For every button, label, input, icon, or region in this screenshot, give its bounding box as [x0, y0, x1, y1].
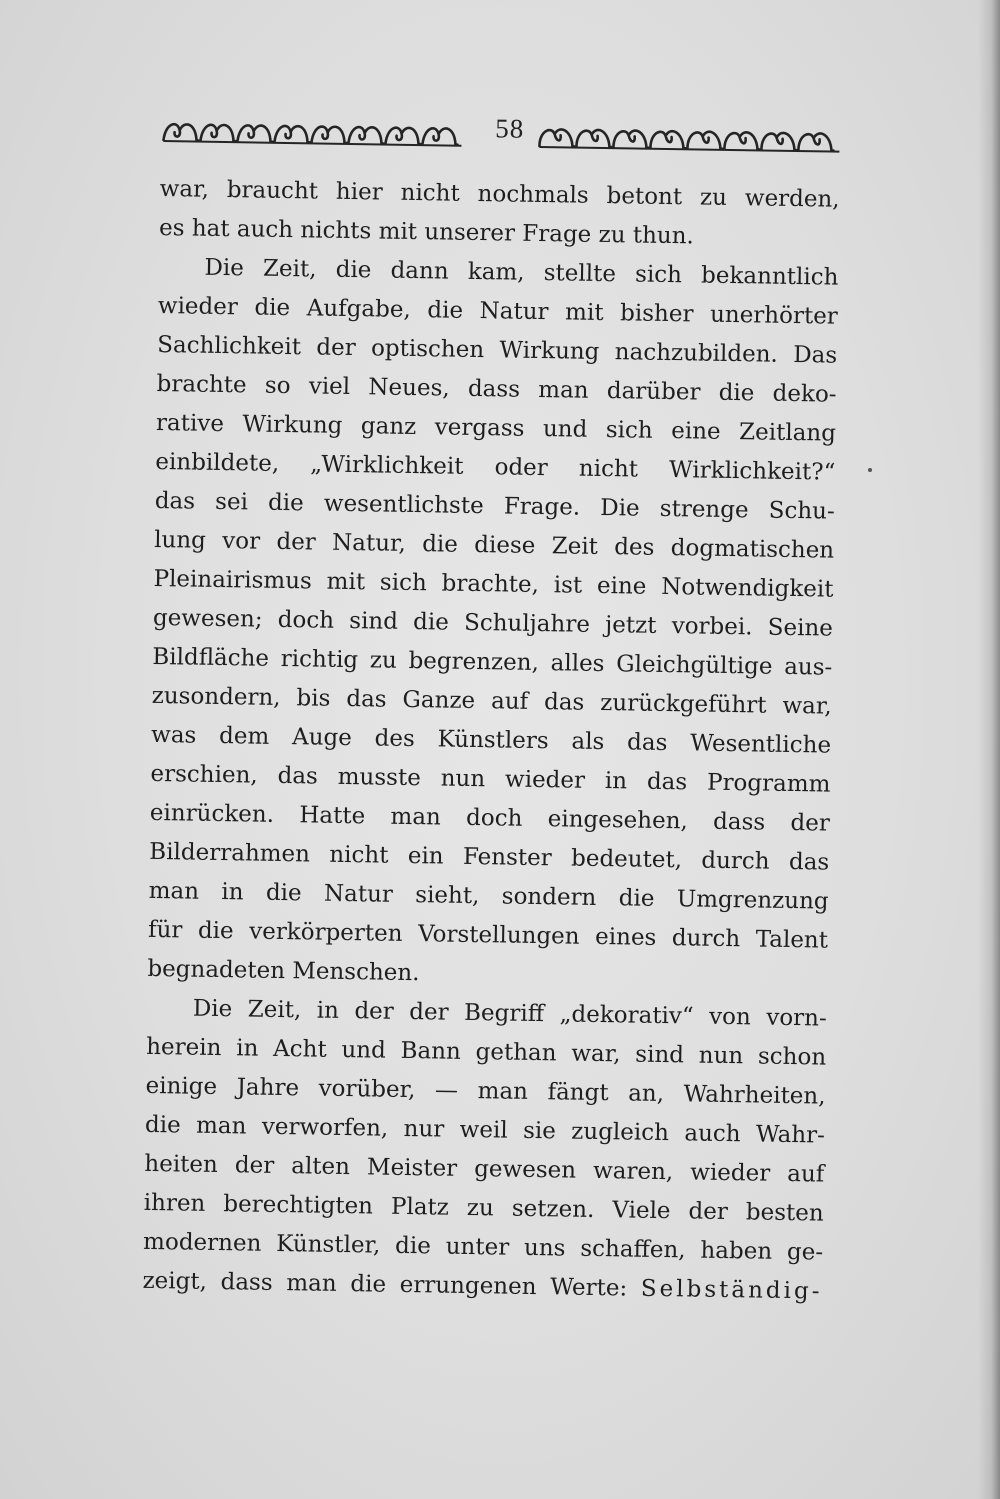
text-line: zusondern, bis das Ganze auf das zurückgeführt war, [151, 682, 832, 720]
text-line: einrücken. Hatte man doch eingesehen, dass der [149, 799, 831, 837]
text-line: gewesen; doch sind die Schuljahre jetzt vorbei. Seine [152, 604, 834, 642]
page-number: 58 [494, 113, 525, 144]
text-line: Bildfläche richtig zu begrenzen, alles Gleichgültige aus- [152, 643, 833, 681]
text-line: für die verkörperten Vorstellungen eines durch Talent [147, 916, 829, 954]
text-line: brachte so viel Neues, dass man darüber die deko- [156, 370, 837, 408]
ornament-wave-segment [200, 125, 235, 142]
text-line: ihren berechtigten Platz zu setzen. Viele der besten [143, 1189, 824, 1227]
print-speck [868, 468, 872, 472]
ornament-wave-segment [348, 127, 383, 144]
ornament-wave-segment [311, 126, 346, 143]
text-line: Bilderrahmen nicht ein Fenster bedeutet, durch das [149, 838, 830, 876]
ornament-wave-segment [798, 133, 833, 150]
text-line: herein in Acht und Bann gethan war, sind nun schon [146, 1033, 827, 1071]
page-edge-shadow [978, 0, 1000, 1499]
spaced-word: Selbständig- [640, 1275, 823, 1305]
ornament-wave-segment [237, 125, 272, 142]
ornament-wave-segment [422, 128, 457, 145]
ornament-wave-segment [724, 132, 759, 149]
text-line: modernen Künstler, die unter uns schaffen, haben ge- [142, 1228, 824, 1266]
paragraph-first-line: Die Zeit, in der der Begriff „dekorativ“ von vorn- [192, 995, 827, 1032]
text-line: wieder die Aufgabe, die Natur mit bisher unerhörter [157, 292, 838, 330]
ornament-wave-segment [761, 133, 796, 150]
body-text [142, 170, 840, 1312]
ornament-wave-segment [274, 126, 309, 143]
text-line: die man verworfen, nur weil sie zugleich auch Wahr- [144, 1111, 826, 1149]
ornament-wave-segment [385, 128, 420, 145]
text-line: heiten der alten Meister gewesen waren, wieder auf [144, 1150, 825, 1188]
running-header [159, 108, 848, 159]
ornament-wave-segment [650, 131, 685, 148]
text-line: einbildete, „Wirklichkeit oder nicht Wirklichkeit?“ [155, 448, 836, 486]
text-line: es hat auch nichts mit unserer Frage zu thun. [158, 214, 695, 250]
ornament-left-icon [161, 116, 463, 151]
text-line: erschien, das musste nun wieder in das Programm [150, 760, 831, 798]
ornament-wave-segment [687, 131, 722, 148]
text-line: einige Jahre vorüber, — man fängt an, Wahrheiten, [145, 1072, 826, 1110]
text-line: war, braucht hier nicht nochmals betont zu werden, [159, 175, 840, 213]
text-line: Sachlichkeit der optischen Wirkung nachzubilden. Das [157, 331, 838, 369]
text-line: lung vor der Natur, die diese Zeit des dogmatischen [153, 526, 835, 564]
text-line: das sei die wesentlichste Frage. Die strenge Schu- [154, 487, 835, 525]
ornament-right-icon [537, 122, 841, 157]
ornament-wave-segment [163, 124, 198, 141]
text-line: rative Wirkung ganz vergass und sich eine Zeitlang [155, 409, 837, 447]
paragraph-first-line: Die Zeit, die dann kam, stellte sich bekanntlich [204, 254, 839, 291]
text-line: Pleinairismus mit sich brachte, ist eine Notwendigkeit [153, 565, 834, 603]
text-line-start: zeigt, dass man die errungenen Werte: [142, 1267, 642, 1302]
ornament-wave-segment [576, 130, 611, 147]
ornament-wave-segment [613, 130, 648, 147]
text-line: begnadeten Menschen. [147, 955, 420, 987]
text-line: was dem Auge des Künstlers als das Wesentliche [150, 721, 832, 759]
text-line: man in die Natur sieht, sondern die Umgrenzung [148, 877, 829, 915]
ornament-wave-segment [539, 129, 574, 146]
